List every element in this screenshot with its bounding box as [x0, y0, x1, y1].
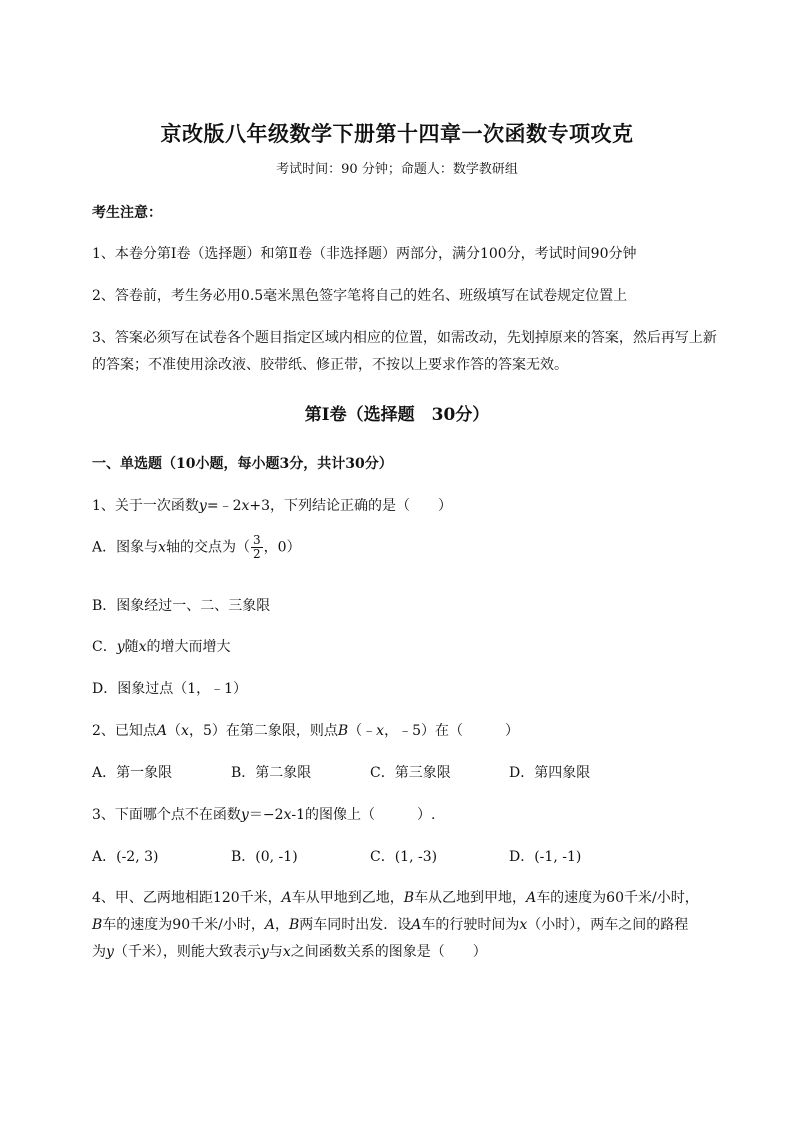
exam-info: 考试时间：90 分钟；命题人：数学教研组 — [276, 162, 518, 177]
note-item-3-line-2: 的答案；不准使用涂改液、胶带纸、修正带，不按以上要求作答的答案无效。 — [92, 357, 568, 373]
question-1-option-d: D．图象过点（1，﹣1） — [92, 681, 248, 697]
question-1-option-c: C．y随x的增大而增大 — [92, 639, 231, 655]
fraction-three-halves: $\frac{3}{2}$ — [253, 533, 261, 561]
page-title: 京改版八年级数学下册第十四章一次函数专项攻克 — [160, 121, 634, 146]
question-2-option-d: D．第四象限 — [509, 765, 591, 781]
question-3-option-d: D．(-1, -1) — [509, 849, 582, 865]
question-3-stem: 3、下面哪个点不在函数y＝−2x-1的图像上（ ）. — [92, 807, 436, 823]
question-3-option-a: A．(-2, 3) — [92, 849, 159, 865]
question-2-option-c: C．第三象限 — [370, 765, 451, 781]
question-3-option-c: C．(1, -3) — [370, 849, 438, 865]
question-3-option-b: B．(0, -1) — [231, 849, 298, 865]
question-2-option-b: B．第二象限 — [231, 765, 312, 781]
question-2-stem: 2、已知点A（x，5）在第二象限，则点B（﹣x，﹣5）在（ ） — [92, 723, 519, 739]
question-4-line-1: 4、甲、乙两地相距120千米，A车从甲地到乙地，B车从乙地到甲地，A车的速度为60千米/小时， — [92, 890, 699, 906]
question-2-option-a: A．第一象限 — [92, 765, 173, 781]
notes-heading: 考生注意： — [92, 205, 162, 221]
question-4-line-2: B车的速度为90千米/小时，A，B两车同时出发．设A车的行驶时间为x（小时），两车之间的路程 — [92, 917, 689, 933]
question-1-option-a: A．图象与x轴的交点为（ $\frac{3}{2}$ ，0） — [92, 533, 301, 561]
note-item-2: 2、答卷前，考生务必用0.5毫米黑色签字笔将自己的姓名、班级填写在试卷规定位置上 — [92, 288, 628, 304]
part-heading: 一、单选题（10小题，每小题3分，共计30分） — [92, 456, 393, 472]
note-item-3-line-1: 3、答案必须写在试卷各个题目指定区域内相应的位置，如需改动，先划掉原来的答案，然后再写上新 — [92, 330, 717, 346]
question-4-line-3: 为y（千米），则能大致表示y与x之间函数关系的图象是（ ） — [92, 944, 487, 960]
question-1-option-b: B．图象经过一、二、三象限 — [92, 598, 271, 614]
section-title: 第Ⅰ卷（选择题 30分） — [304, 405, 490, 425]
question-1-stem: 1、关于一次函数y=﹣2x+3，下列结论正确的是（ ） — [92, 498, 453, 514]
note-item-1: 1、本卷分第Ⅰ卷（选择题）和第Ⅱ卷（非选择题）两部分，满分100分，考试时间90分钟 — [92, 246, 637, 262]
